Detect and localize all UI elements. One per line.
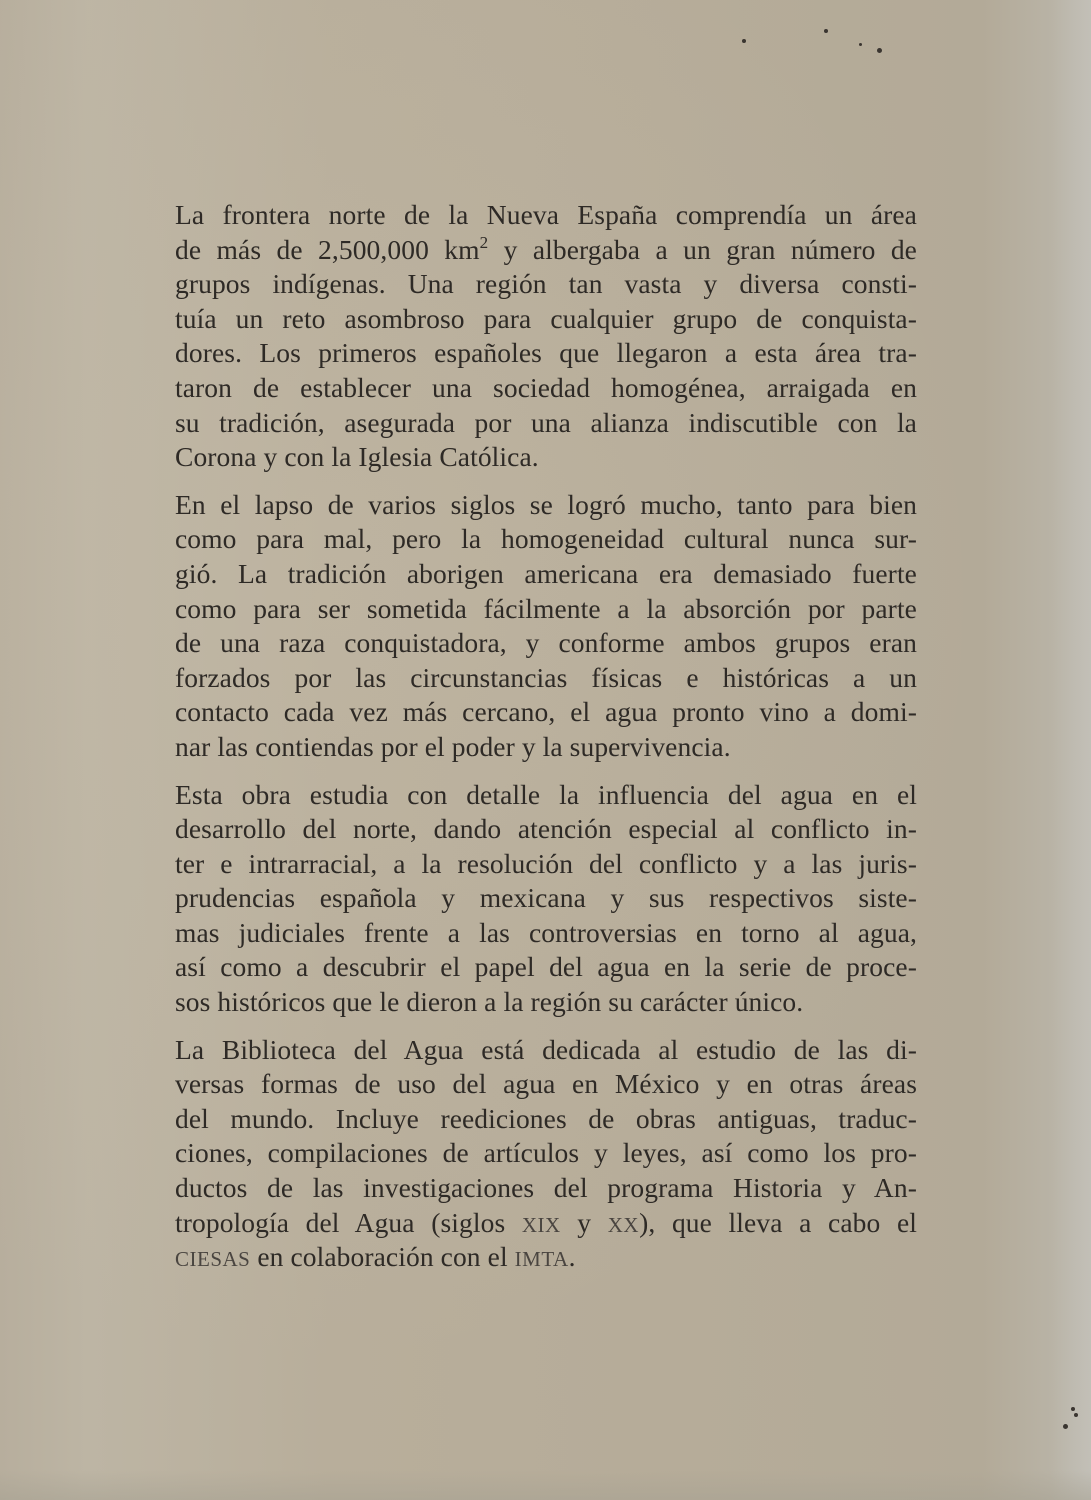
page-bottom-shadow (0, 1470, 1091, 1500)
text-line: como para mal, pero la homogeneidad cultural nunca sur- (175, 523, 917, 555)
paragraph-2 (175, 488, 917, 765)
dust-speck (1063, 1424, 1068, 1429)
text-fragment: ), que lleva a cabo el (639, 1206, 917, 1238)
text-line: sos históricos que le dieron a la región su carácter único. (175, 986, 804, 1018)
text-line: taron de establecer una sociedad homogénea, arraigada en (175, 371, 917, 403)
text-line: tuía un reto asombroso para cualquier grupo de conquista- (175, 302, 917, 334)
text-line: La frontera norte de la Nueva España comprendía un área (175, 199, 917, 230)
text-line: En el lapso de varios siglos se logró mucho, tanto para bien (175, 488, 917, 520)
dust-speck (859, 43, 862, 46)
text-line: desarrollo del norte, dando atención especial al conflicto in- (175, 813, 917, 845)
dust-speck (1071, 1407, 1075, 1411)
small-caps-roman-numeral: XX (607, 1212, 640, 1237)
text-fragment: . (568, 1241, 576, 1273)
text-line: prudencias española y mexicana y sus respectivos siste- (175, 882, 917, 914)
text-line: nar las contiendas por el poder y la supervivencia. (175, 730, 731, 762)
text-line: de una raza conquistadora, y conforme ambos grupos eran (175, 627, 917, 659)
paragraph-1 (175, 198, 917, 475)
text-line: del mundo. Incluye reediciones de obras antiguas, traduc- (175, 1102, 917, 1134)
text-line: dores. Los primeros españoles que llegaron a esta área tra- (175, 337, 917, 369)
text-line: Corona y con la Iglesia Católica. (175, 441, 539, 473)
dust-speck (877, 48, 882, 53)
text-line: gió. La tradición aborigen americana era demasiado fuerte (175, 557, 917, 589)
text-line: versas formas de uso del agua en México y en otras áreas (175, 1068, 917, 1100)
text-line: mas judiciales frente a las controversias en torno al agua, (175, 916, 917, 948)
text-line: así como a descubrir el papel del agua en la serie de proce- (175, 951, 917, 983)
text-line: ter e intrarracial, a la resolución del conflicto y a las juris- (175, 847, 917, 879)
text-line: La Biblioteca del Agua está dedicada al estudio de las di- (175, 1033, 917, 1065)
text-line-centuries (175, 1206, 917, 1241)
small-caps-roman-numeral: XIX (521, 1212, 561, 1237)
text-line: contacto cada vez más cercano, el agua pronto vino a domi- (175, 696, 917, 728)
text-line: grupos indígenas. Una región tan vasta y diversa consti- (175, 268, 917, 300)
text-line: como para ser sometida fácilmente a la absorción por parte (175, 592, 917, 624)
text-fragment: y (560, 1206, 608, 1238)
dust-speck (824, 29, 828, 33)
text-line: Esta obra estudia con detalle la influencia del agua en el (175, 778, 917, 810)
paragraph-4 (175, 1033, 917, 1275)
blurb-text (175, 198, 917, 1288)
text-line: ductos de las investigaciones del programa Historia y An- (175, 1172, 917, 1204)
text-line: su tradición, asegurada por una alianza indiscutible con la (175, 406, 917, 438)
text-line-area (175, 233, 917, 268)
dust-speck (1074, 1413, 1078, 1417)
text-fragment: y albergaba a un gran número de (488, 233, 917, 265)
text-fragment: en colaboración con el (250, 1241, 515, 1273)
text-line-institutions (175, 1240, 917, 1275)
page-edge-shadow (1051, 0, 1091, 1500)
small-caps-acronym-imta: IMTA (514, 1247, 569, 1272)
text-line: forzados por las circunstancias físicas e históricas a un (175, 661, 917, 693)
text-fragment: tropología del Agua (siglos (175, 1206, 522, 1238)
paragraph-3 (175, 778, 917, 1020)
small-caps-acronym-ciesas: CIESAS (175, 1247, 251, 1272)
superscript-exponent: 2 (479, 232, 489, 252)
text-fragment: de más de 2,500,000 km (175, 233, 480, 265)
text-line: ciones, compilaciones de artículos y leyes, así como los pro- (175, 1137, 917, 1169)
dust-speck (742, 39, 746, 43)
